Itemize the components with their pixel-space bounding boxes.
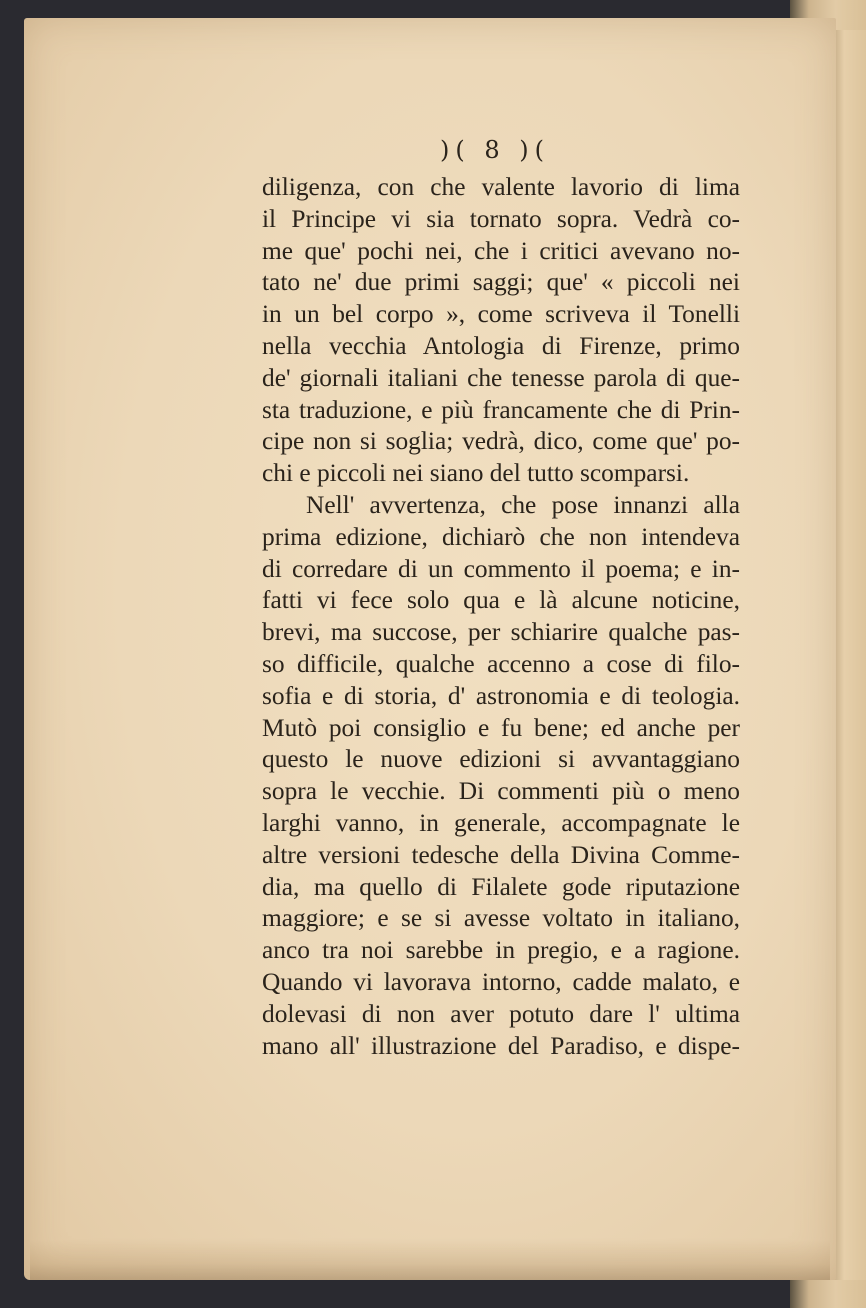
text-line: dolevasi di non aver potuto dare l' ultima <box>262 999 740 1028</box>
text-line: in un bel corpo », come scriveva il Tonelli <box>262 300 740 329</box>
text-line: sofia e di storia, d' astronomia e di teologia. <box>262 681 740 710</box>
text-line: chi e piccoli nei siano del tutto scomparsi. <box>262 459 690 488</box>
text-line: nella vecchia Antologia di Firenze, primo <box>262 331 740 360</box>
text-line: diligenza, con che valente lavorio di lima <box>262 173 740 201</box>
text-line: Nell' avvertenza, che pose innanzi alla <box>306 490 740 519</box>
text-line: Quando vi lavorava intorno, cadde malato, e <box>262 967 740 996</box>
text-line: sta traduzione, e più francamente che di Prin- <box>262 395 740 424</box>
text-line: mano all' illustrazione del Paradiso, e dispe- <box>262 1031 740 1060</box>
text-line: so difficile, qualche accenno a cose di filo- <box>262 649 740 678</box>
page-bottom-edge <box>30 1240 830 1280</box>
text-line: brevi, ma succose, per schiarire qualche pas- <box>262 618 740 647</box>
text-line: Mutò poi consiglio e fu bene; ed anche per <box>262 713 740 742</box>
text-line: prima edizione, dichiarò che non intendeva <box>262 522 740 551</box>
text-line: tato ne' due primi saggi; que' « piccoli nei <box>262 268 740 297</box>
text-line: de' giornali italiani che tenesse parola di que- <box>262 363 740 392</box>
text-line: sopra le vecchie. Di commenti più o meno <box>262 777 740 806</box>
text-line: il Principe vi sia tornato sopra. Vedrà co- <box>262 204 740 233</box>
text-line: anco tra noi sarebbe in pregio, e a ragione. <box>262 936 740 965</box>
text-line: cipe non si soglia; vedrà, dico, come que' po- <box>262 427 740 456</box>
text-line: di corredare di un commento il poema; e in- <box>262 554 740 583</box>
page-number-header: )( 8 )( <box>440 136 550 164</box>
text-line: dia, ma quello di Filalete gode riputazione <box>262 872 740 901</box>
text-line: maggiore; e se si avesse voltato in italiano, <box>262 904 740 933</box>
text-line: altre versioni tedesche della Divina Comme- <box>262 840 740 869</box>
text-line: fatti vi fece solo qua e là alcune noticine, <box>262 586 740 615</box>
text-line: me que' pochi nei, che i critici avevano no- <box>262 236 740 265</box>
body-text <box>262 172 740 1062</box>
text-line: questo le nuove edizioni si avvantaggiano <box>262 745 740 774</box>
text-line: larghi vanno, in generale, accompagnate le <box>262 808 740 837</box>
